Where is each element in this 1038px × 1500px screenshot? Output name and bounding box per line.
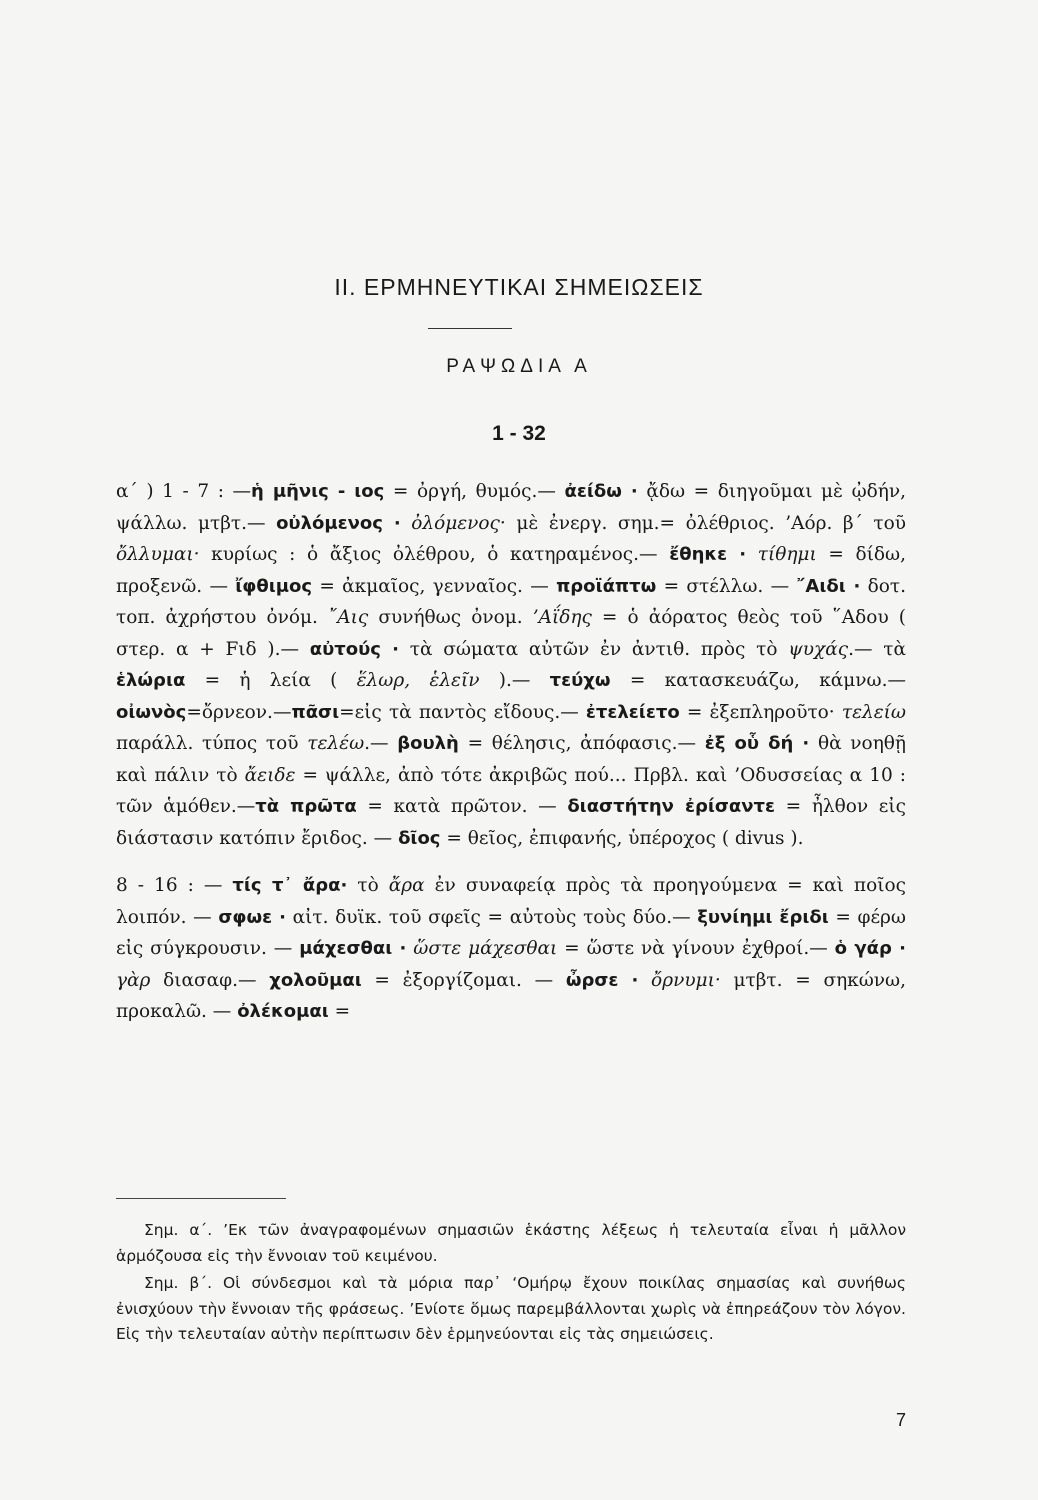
- gloss-text: αἰτ. δυϊκ. τοῦ σφεῖς = αὐτοὺς τοὺς δύο.—: [285, 906, 698, 928]
- italic-term: τελείω: [841, 701, 907, 723]
- gloss-text: .— τὰ: [848, 638, 906, 660]
- gloss-text: θὰ νοηθῇ καὶ πάλιν τὸ: [116, 733, 906, 786]
- footnote-b: Σημ. β΄. Οἱ σύνδεσμοι καὶ τὰ μόρια παρ᾽ ‘Ομήρῳ ἔχουν ποικίλας σημασίας καὶ συνήθως ἐνισχύουν τὴν ἔννοιαν τῆς φράσεως. ’Ενίοτε ὅμως παρεμβάλλονται χωρὶς νὰ ἐπηρεάζουν τὸν λόγον. Εἰς τὴν τελευταίαν αὐτὴν περίπτωσιν δὲν ἑρμηνεύονται εἰς τὰς σημειώσεις.: [116, 1274, 906, 1343]
- title-divider: [428, 328, 512, 329]
- gloss-text: παράλλ. τύπος τοῦ: [116, 733, 308, 754]
- headword: πᾶσι: [291, 701, 340, 723]
- italic-term: ὄρνυμι·: [638, 969, 721, 991]
- headword: μάχεσθαι ·: [299, 938, 407, 959]
- gloss-text: = ὥστε νὰ γίνουν ἐχθροί.—: [557, 938, 835, 959]
- gloss-text: = ἦλθον εἰς διάστασιν κατόπιν ἔριδος. —: [116, 796, 906, 849]
- headword: οἰωνὸς: [116, 701, 187, 723]
- headword: ἔθηκε ·: [669, 544, 747, 565]
- chapter-title: ΙΙ. ΕΡΜΗΝΕΥΤΙΚΑΙ ΣΗΜΕΙΩΣΕΙΣ: [334, 274, 704, 300]
- gloss-text: = ἐξοργίζομαι. —: [361, 969, 566, 991]
- gloss-text: δοτ. τοπ. ἀχρήστου ὀνόμ.: [116, 575, 906, 628]
- gloss-text: .—: [364, 733, 398, 754]
- headword: δῖος: [398, 827, 441, 849]
- headword: ἐτελείετο: [585, 701, 680, 723]
- gloss-text: 8 - 16 : —: [116, 875, 233, 896]
- gloss-text: = θεῖος, ἐπιφανής, ὑπέροχος ( divus ).: [440, 827, 804, 849]
- italic-term: ὀλόμενος·: [400, 512, 506, 534]
- commentary-paragraph-1: [116, 476, 906, 854]
- headword: ἐξ οὗ δή ·: [704, 733, 810, 754]
- italic-term: ἕλωρ, ἑλεῖν: [356, 670, 480, 691]
- italic-term: ῎Αις: [328, 607, 369, 628]
- gloss-text: = θέλησις, ἀπόφασις.—: [458, 733, 705, 754]
- gloss-text: = ἡ λεία (: [185, 670, 357, 691]
- gloss-text: ).—: [479, 670, 550, 691]
- headword: τίς τ᾽ ἄρα·: [232, 875, 348, 896]
- gloss-text: τὸ: [347, 875, 389, 896]
- commentary-paragraph-2: [116, 870, 906, 1028]
- gloss-text: τὰ σώματα αὐτῶν ἐν ἀντιθ. πρὸς τὸ: [398, 638, 789, 660]
- gloss-text: διασαφ.—: [150, 969, 270, 991]
- footnotes: [116, 1218, 906, 1350]
- headword: χολοῦμαι: [269, 969, 362, 991]
- gloss-text: ἐν συναφείᾳ πρὸς τὰ προηγούμενα = καὶ ποῖος λοιπόν. —: [116, 875, 906, 928]
- headword: ὦρσε ·: [565, 969, 639, 991]
- gloss-text: =ὄρνεον.—: [186, 701, 292, 723]
- italic-term: ὥστε μάχεσθαι: [406, 938, 558, 959]
- italic-term: ὄλλυμαι·: [116, 544, 200, 565]
- gloss-text: ᾄδω = διηγοῦμαι μὲ ᾠδήν, ψάλλω. μτβτ.—: [116, 481, 907, 534]
- headword: ἀείδω ·: [564, 481, 638, 502]
- gloss-text: = ἐξεπληροῦτο·: [679, 701, 842, 723]
- gloss-text: = ὁ ἀόρατος θεὸς τοῦ ῞Αδου ( στερ. α + Fιδ ).—: [116, 607, 906, 660]
- italic-term: ἄειδε: [244, 764, 296, 786]
- gloss-text: =εἰς τὰ παντὸς εἴδους.—: [339, 701, 586, 723]
- headword: ξυνίημι ἔριδι: [697, 906, 829, 928]
- italic-term: τελέω: [307, 733, 365, 754]
- headword: ἴφθιμος: [235, 575, 313, 597]
- headword: ῎Αιδι ·: [796, 575, 861, 597]
- italic-term: τίθημι: [746, 544, 817, 565]
- gloss-text: = φέρω εἰς σύγκρουσιν. —: [116, 906, 907, 959]
- gloss-text: = κατασκευάζω, κάμνω.—: [610, 670, 906, 691]
- gloss-text: =: [328, 1001, 351, 1022]
- gloss-text: = ὀργή, θυμός.—: [384, 481, 565, 502]
- gloss-text: = δίδω, προξενῶ. —: [116, 544, 907, 597]
- headword: τὰ πρῶτα: [255, 796, 357, 817]
- gloss-text: κυρίως : ὁ ἄξιος ὀλέθρου, ὁ κατηραμένος.—: [199, 544, 670, 565]
- headword: διαστήτην ἐρίσαντε: [567, 796, 776, 817]
- headword: τεύχω: [549, 670, 611, 691]
- headword: ὀλέκομαι: [237, 1001, 329, 1022]
- verse-range: 1 - 32: [492, 422, 546, 445]
- headword: ἡ μῆνις - ιος: [251, 481, 385, 502]
- headword: αὐτούς ·: [309, 638, 399, 660]
- gloss-text: α΄ ) 1 - 7 : —: [116, 481, 252, 502]
- headword: ἑλώρια: [116, 670, 186, 691]
- page-number: 7: [895, 1410, 906, 1430]
- italic-term: ἄρα: [388, 875, 425, 896]
- gloss-text: = στέλλω. —: [656, 575, 797, 597]
- headword: ὁ γάρ ·: [834, 938, 906, 959]
- gloss-text: μὲ ἐνεργ. σημ.= ὀλέθριος. ’Αόρ. β΄ τοῦ: [505, 512, 906, 534]
- gloss-text: = κατὰ πρῶτον. —: [356, 796, 568, 817]
- headword: σφωε ·: [218, 906, 286, 928]
- italic-term: γὰρ: [116, 969, 151, 991]
- gloss-text: = ἀκμαῖος, γενναῖος. —: [312, 575, 557, 597]
- italic-term: ’Αΐδης: [532, 607, 592, 628]
- commentary-body: [116, 476, 906, 1028]
- section-title: ΡΑΨΩΔΙΑ Α: [446, 356, 592, 377]
- footnote-divider: [116, 1198, 286, 1199]
- gloss-text: συνήθως ὀνομ.: [368, 607, 533, 628]
- gloss-text: μτβτ. = σηκώνω, προκαλῶ. —: [116, 969, 907, 1022]
- headword: προϊάπτω: [556, 575, 657, 597]
- headword: βουλὴ: [397, 733, 459, 754]
- gloss-text: = ψάλλε, ἀπὸ τότε ἀκριβῶς πού... Πρβλ. καὶ ’Οδυσσείας α 10 : τῶν ἁμόθεν.—: [116, 764, 907, 817]
- footnote-a: Σημ. α΄. ’Εκ τῶν ἀναγραφομένων σημασιῶν ἑκάστης λέξεως ἡ τελευταία εἶναι ἡ μᾶλλον ἁρμόζουσα εἰς τὴν ἔννοιαν τοῦ κειμένου.: [116, 1221, 906, 1265]
- italic-term: ψυχάς: [788, 638, 849, 660]
- headword: οὐλόμενος ·: [276, 512, 401, 534]
